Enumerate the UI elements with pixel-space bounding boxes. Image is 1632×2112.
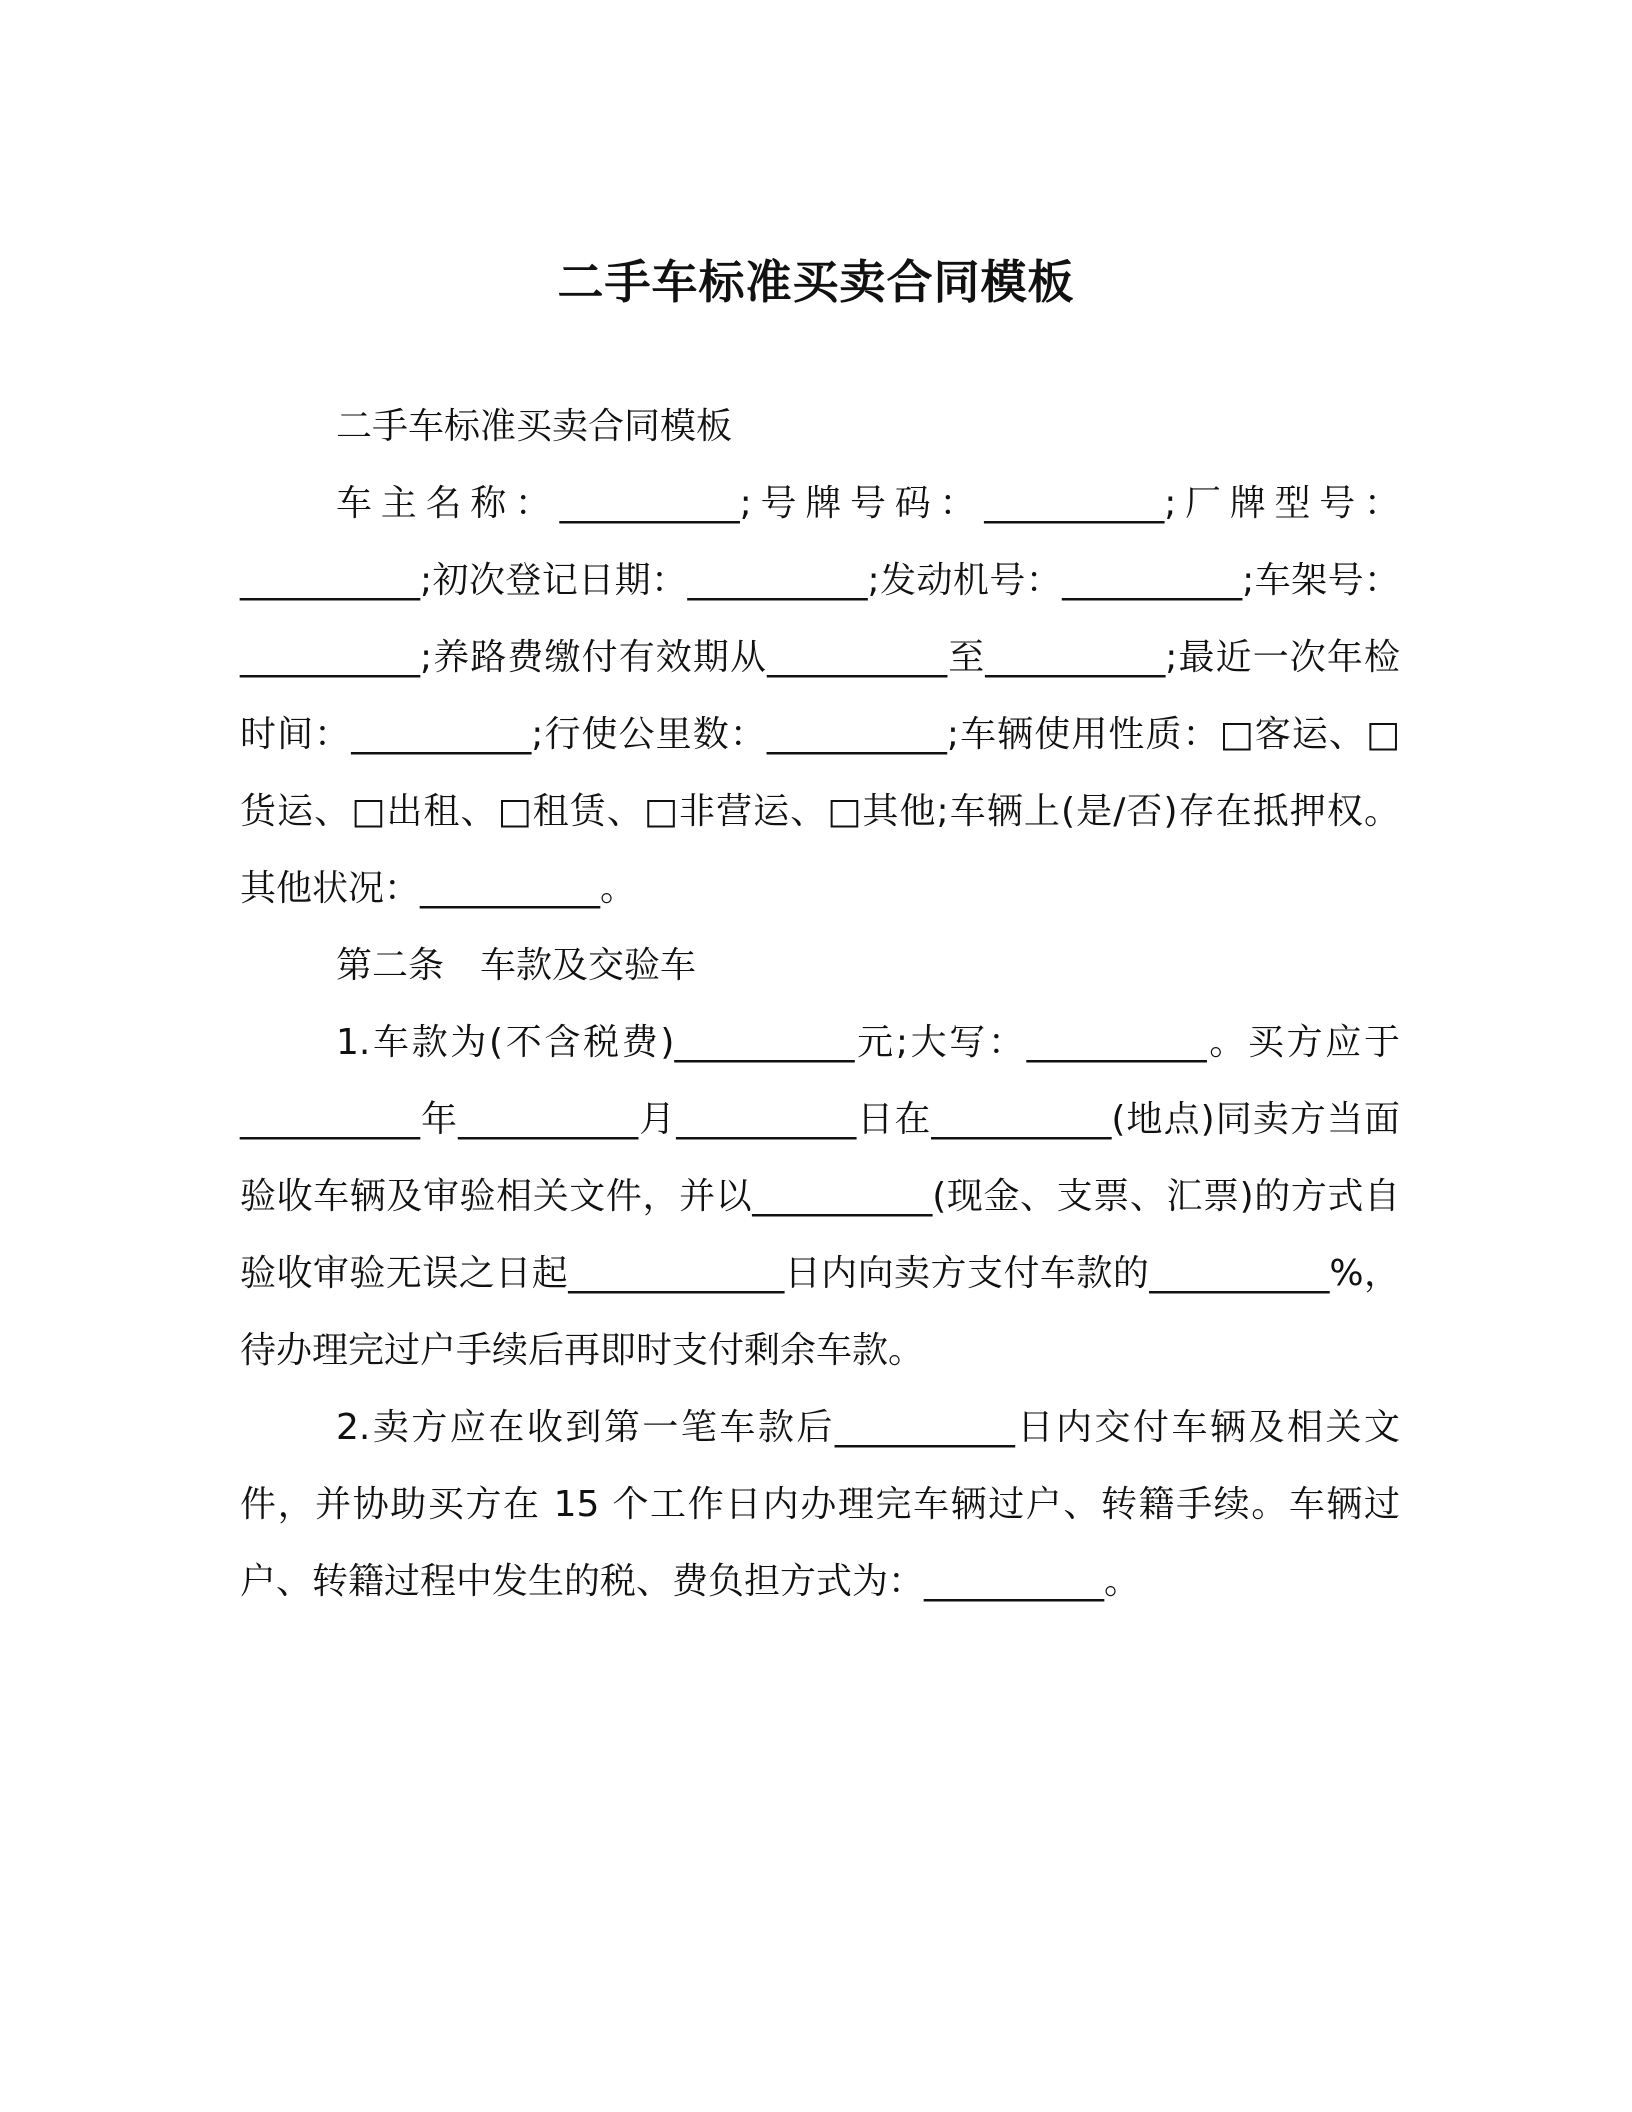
clause-1-paragraph: 1.车款为(不含税费)__________元;大写：__________。买方应于__________年__________月__________日在__________(地点)同卖方当面验收车辆及审验相关文件，并以__________(现金、支票、汇票)的方式自验收审验无误之日起____________日内向卖方支付车款的__________%，待办理完过户手续后再即时支付剩余车款。 [240, 1022, 1400, 1371]
document-subtitle: 二手车标准买卖合同模板 [336, 406, 733, 447]
clause-2-paragraph: 2.卖方应在收到第一笔车款后__________日内交付车辆及相关文件，并协助买方在 15 个工作日内办理完车辆过户、转籍手续。车辆过户、转籍过程中发生的税、费负担方式为：__________。 [240, 1407, 1400, 1602]
article-two-heading: 第二条 车款及交验车 [336, 945, 697, 986]
vehicle-info-paragraph: 车主名称：__________;号牌号码：__________;厂牌型号：__________;初次登记日期：__________;发动机号：__________;车架号：__________;养路费缴付有效期从__________至__________;最近一次年检时间：__________;行使公里数：__________;车辆使用性质：□客运、□货运、□出租、□租赁、□非营运、□其他;车辆上(是/否)存在抵押权。其他状况：__________。 [240, 483, 1400, 909]
document-body [240, 388, 1400, 1620]
document-title: 二手车标准买卖合同模板 [557, 254, 1075, 309]
